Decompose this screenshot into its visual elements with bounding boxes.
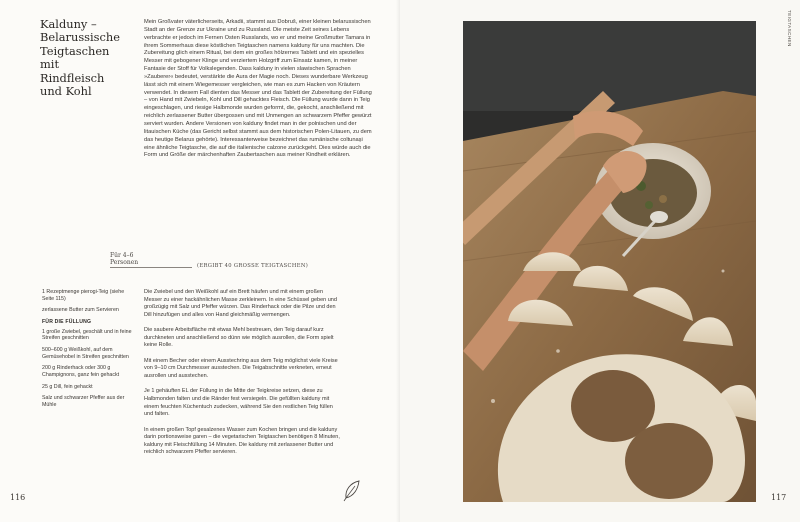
page-number-right: 117 xyxy=(771,493,787,502)
method-steps xyxy=(144,289,340,465)
yield-label: Für 4–6 Personen xyxy=(110,252,139,267)
method-step: In einem großen Topf gesalzenes Wasser zum Kochen bringen und die kalduny darin portionsweise garen – die vegetarischen Teigtaschen benötigen 8 Minuten, kalduny mit Fleischfüllung 14 Minuten. Die kalduny mit zerlassener Butter und reichlich schwarzem Pfeffer servieren. xyxy=(144,426,340,456)
yield-note: (ERGIBT 40 GROSSE TEIGTASCHEN) xyxy=(197,263,309,269)
yield-divider xyxy=(110,267,192,268)
ingredient-item: 1 große Zwiebel, geschält und in feine Streifen geschnitten xyxy=(42,328,132,342)
page-number-left: 116 xyxy=(10,493,26,502)
title-line: mit Rindfleisch xyxy=(40,57,105,85)
method-step: Mit einem Becher oder einem Ausstechring aus dem Teig möglichst viele Kreise von 9–10 cm Durchmesser ausstechen. Die Teigabschnitte verkneten, erneut ausrollen und ausstechen. xyxy=(144,357,338,379)
ingredient-item: 200 g Rinderhack oder 300 g Champignons, ganz fein gehackt xyxy=(42,365,120,379)
title-line: und Kohl xyxy=(40,84,92,99)
ingredient-item: zerlassene Butter zum Servieren xyxy=(42,307,119,314)
ingredient-item: Salz und schwarzer Pfeffer aus der Mühle xyxy=(42,395,125,409)
title-line: Kalduny – xyxy=(40,17,97,31)
ingredient-item: 1 Rezeptmenge pierogi-Teig (siehe Seite 115) xyxy=(42,289,125,302)
leaf-icon xyxy=(342,478,362,502)
dumpling-illustration xyxy=(463,21,756,502)
title-line: Belarussische xyxy=(40,30,120,45)
title-line: Teigtaschen xyxy=(40,43,110,58)
ingredient-item: 500–600 g Weißkohl, auf dem Gemüsehobel in Streifen geschnitten xyxy=(42,346,129,360)
method-step: Die saubere Arbeitsfläche mit etwas Mehl bestreuen, den Teig darauf kurz durchkneten und anschließend so dünn wie möglich ausrollen, die Form spielt keine Rolle. xyxy=(144,327,334,349)
filling-heading: FÜR DIE FÜLLUNG xyxy=(42,318,92,325)
ingredient-item: 25 g Dill, fein gehackt xyxy=(42,383,93,390)
dumpling-photo xyxy=(463,21,756,502)
running-head: TEIGTASCHEN xyxy=(787,10,792,47)
method-step: Die Zwiebel und den Weißkohl auf ein Brett häufen und mit einem großen Messer zu einer hackähnlichen Masse zerkleinern. In eine Schüssel geben und großzügig mit Salz und Pfeffer würzen. Das Rinderhack oder die Pilze und den Dill hinzufügen und alles von Hand gleichmäßig vermengen. xyxy=(144,289,337,318)
recipe-title xyxy=(40,18,126,98)
ingredient-list xyxy=(42,289,134,414)
intro-story: Mein Großvater väterlicherseits, Arkadii, stammt aus Dobruš, einer kleinen belarussischen Stadt an der Grenze zur Ukraine und zu Russland. Die meiste Zeit seines Lebens verbrachte er jedoch im Fernen Osten Russlands, wo er und meine Großmutter Tamara in ihrem Sommerhaus diese köstlichen Teigtaschen namens kalduny für uns machten. Die Zubereitung glich einem Ritual, bei dem ein großes hölzernes Tablett und ein spezielles Messer mit gebogener Klinge und verziertem Holzgriff zum Einsatz kamen, in meiner Fantasie der Stoff für Volkslegenden. Dass kalduny in vielen slawischen Sprachen »Zauberer« bedeutet, verstärkte die Aura der Magie noch. Dieses wunderbare Werkzeug lässt sich mit einem Wiegemesser vergleichen, wie man es zum Hacken von Kräutern verwendet. In diesem Fall dienten das Messer und das Tablett der Zubereitung der Füllung – von Hand mit Zwiebeln, Kohl und Dill gehacktes Fleisch. Die Füllung wurde dann in Teig eingeschlagen, und riesige Halbmonde wurden geformt, die, gekocht, anschließend mit reichlich zerlassener Butter übergossen und mit Unmengen an schwarzem Pfeffer gewürzt serviert wurden. Andere Versionen von kalduny findet man in der polnischen und der litauischen Küche (das Gericht selbst stammt aus dem historischen Polen-Litauen, zu dem das heutige Belarus gehörte). Interessanterweise bezeichnet das rumänische coltunași eine ähnliche Teigtasche, die auf die italienische calzone zurückgeht. Dies würde auch die Form und Größe der märchenhaften Zaubertaschen aus meiner Kindheit erklären. xyxy=(144,19,372,159)
method-step: Je 1 gehäuften EL der Füllung in die Mitte der Teigkreise setzen, diese zu Halbmonden falten und die Ränder fest versiegeln. Die gefüllten kalduny mit einem feuchten Küchentuch zudecken, während Sie den restlichen Teig füllen und falten. xyxy=(144,388,333,418)
